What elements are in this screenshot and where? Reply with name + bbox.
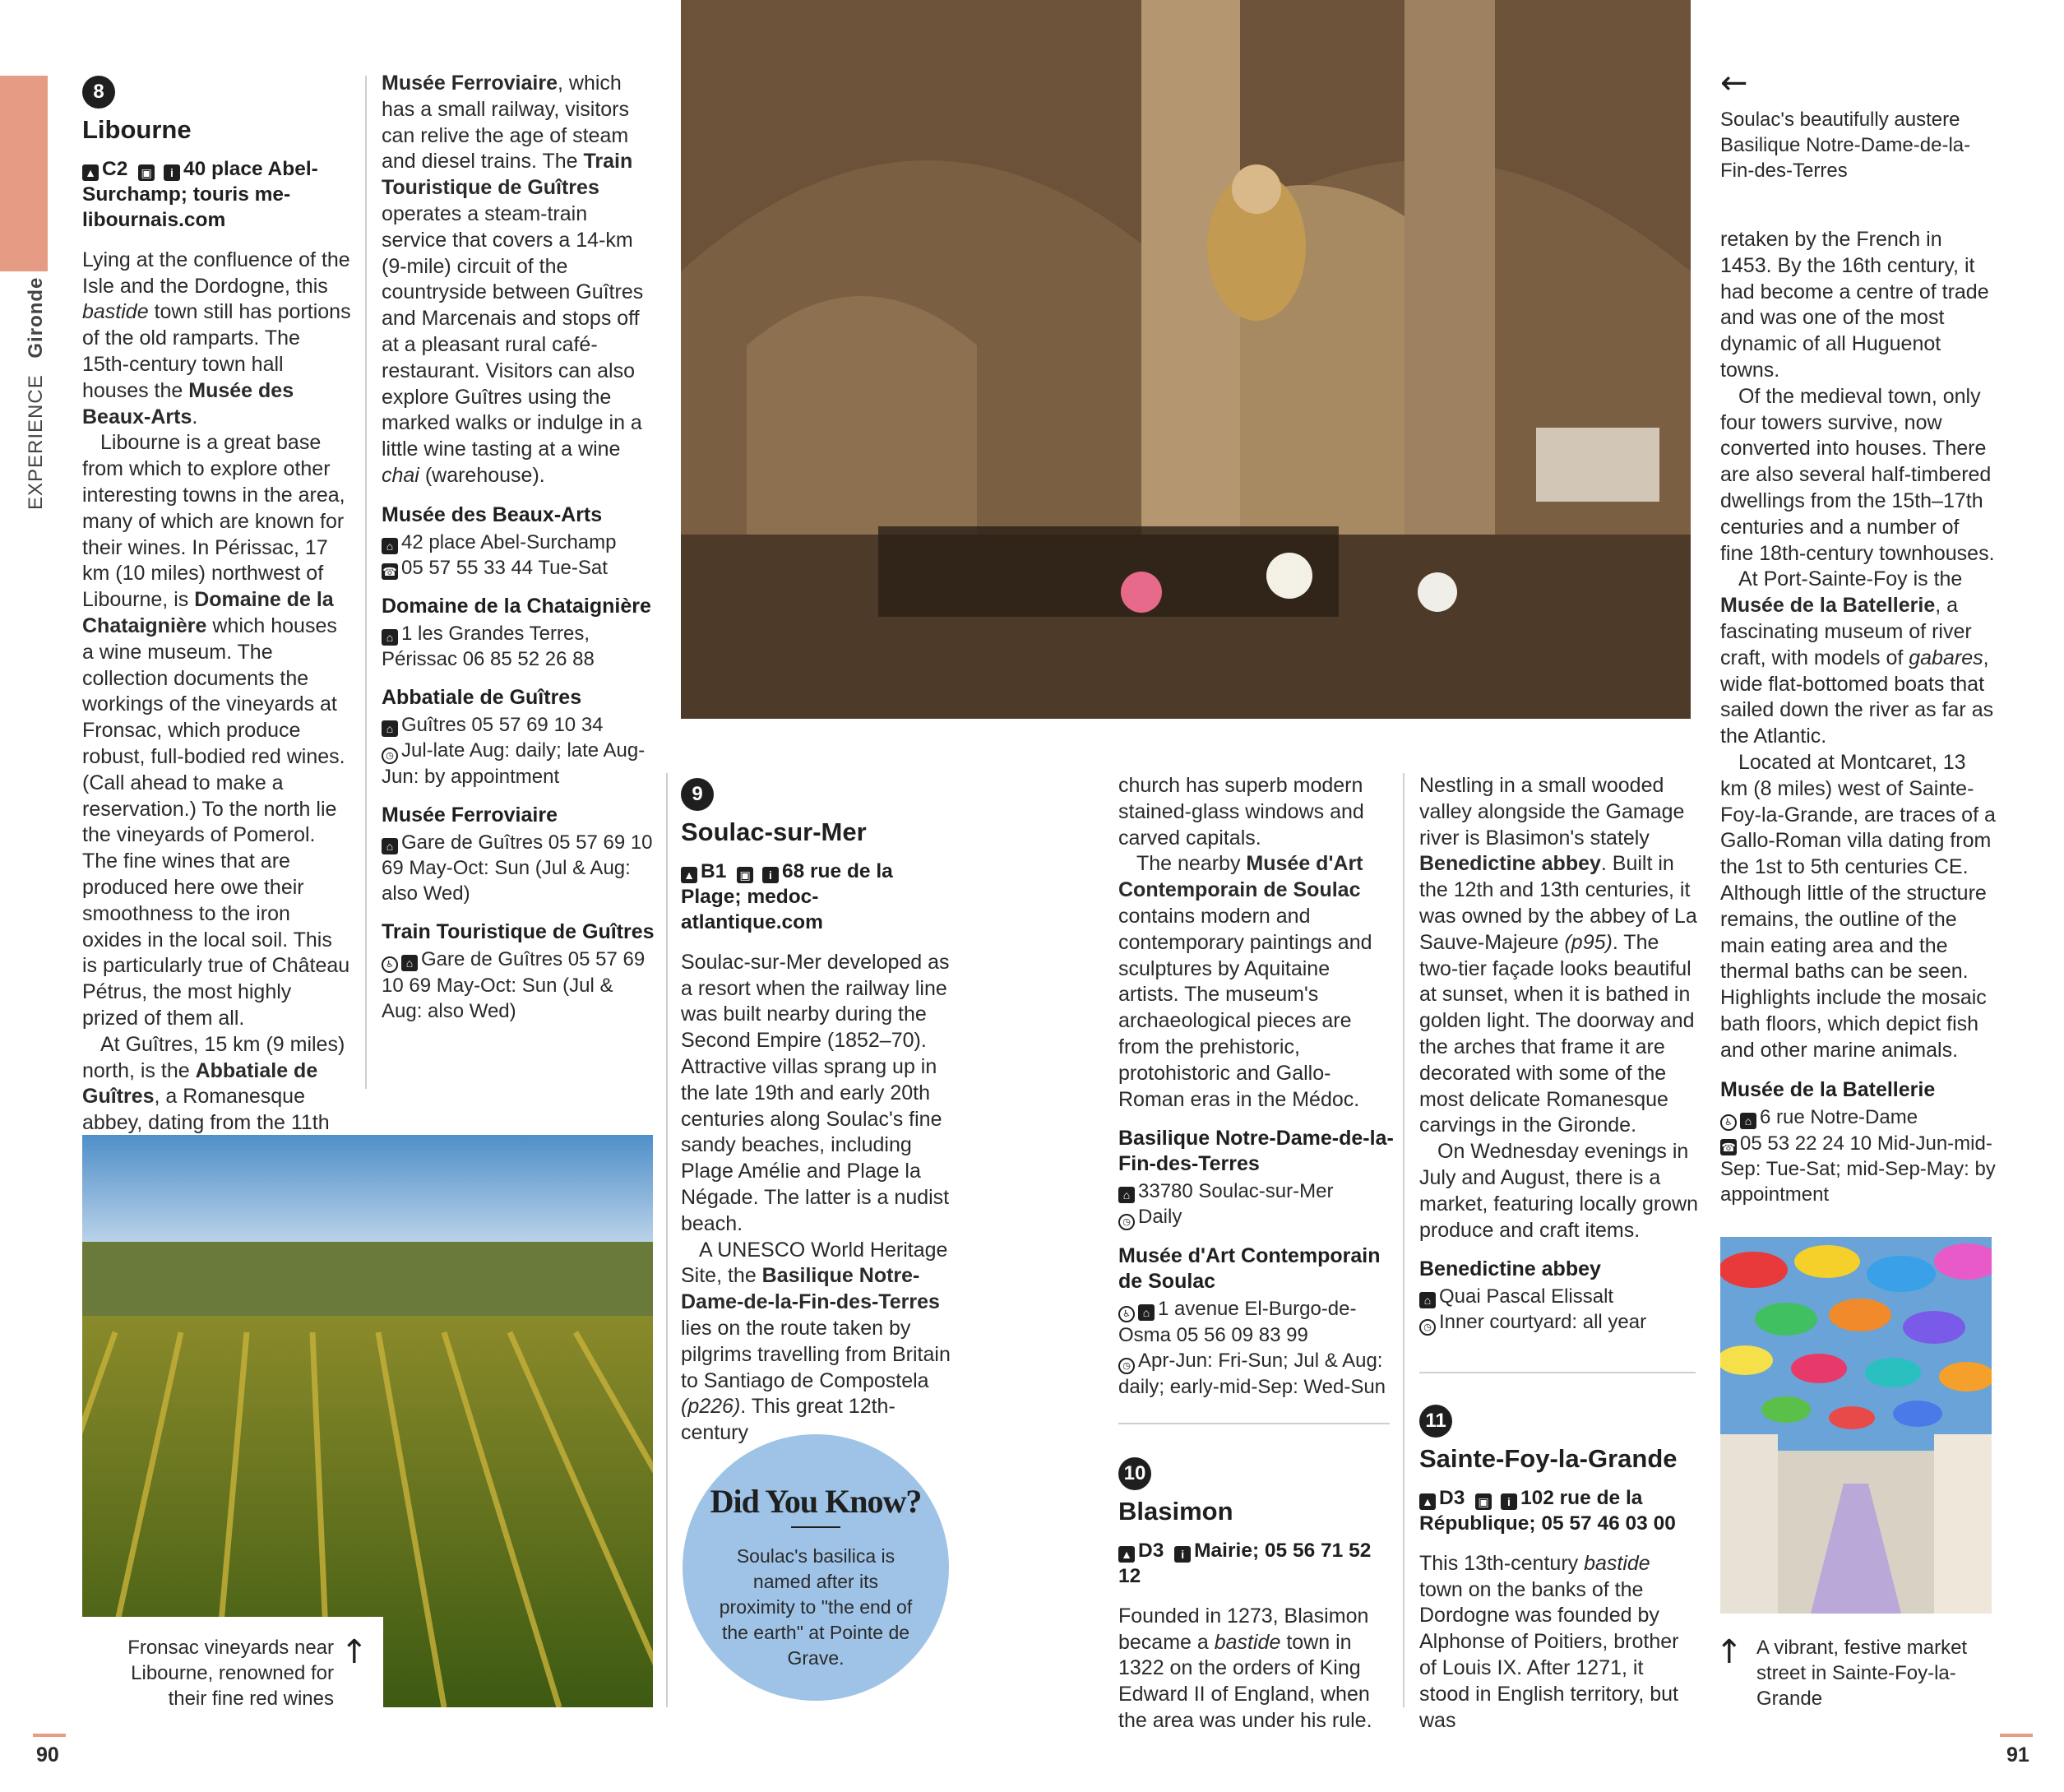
section-number-9: 9 xyxy=(681,778,714,811)
address-icon: ⌂ xyxy=(382,838,398,854)
listing-name: Abbatiale de Guîtres xyxy=(382,685,582,709)
church-photo xyxy=(681,0,1691,719)
blasimon-column-1 xyxy=(1118,1457,1395,1734)
section-divider xyxy=(1419,1372,1696,1373)
libourne-title: Libourne xyxy=(82,115,192,144)
saintefoy-col2-p1: retaken by the French in 1453. By the 16th century, it had become a centre of trade and was one of the most dynamic of all Huguenot towns. xyxy=(1720,228,1989,382)
soulac-title: Soulac-sur-Mer xyxy=(681,817,867,846)
listing-name: Domaine de la Chataignière xyxy=(382,594,651,618)
clock-icon: ◷ xyxy=(1118,1358,1135,1374)
listing-line: ⌂ Guîtres 05 57 69 10 34 xyxy=(382,712,655,738)
address-icon: ⌂ xyxy=(382,720,398,737)
address-icon: ⌂ xyxy=(1419,1292,1436,1308)
blasimon-col2-p1: Nestling in a small wooded valley alongside the Gamage river is Blasimon's stately Benedictine abbey. Built in the 12th and 13th centuries, it was owned by the abbey of La Sauve-Majeure (p95). The two-tier façade looks beautiful at sunset, when it is bathed in golden light. The doorway and the arches that frame it are decorated with some of the most delicate Romanesque carvings in the Gironde. xyxy=(1419,774,1697,1137)
listing-line: ☎ 05 53 22 24 10 Mid-Jun-mid-Sep: Tue-Sat; mid-Sep-May: by appointment xyxy=(1720,1132,1996,1206)
libourne-listings xyxy=(382,502,655,1024)
region-name: Gironde xyxy=(25,276,47,359)
blasimon-column-2 xyxy=(1419,773,1699,1336)
clock-icon: ◷ xyxy=(1419,1319,1436,1336)
libourne-p1: Lying at the confluence of the Isle and the Dordogne, this bastide town still has portions of the old ramparts. The 15th-century town hall houses the Musée des Beaux-Arts. xyxy=(82,248,351,428)
arrow-up-icon: ↑ xyxy=(340,1633,368,1671)
soulac-p1: Soulac-sur-Mer developed as a resort when the railway line was built nearby during the Second Empire (1852–70). Attractive villas sprang up in the late 19th and early 20th centuries along Soulac's fine sandy beaches, including Plage Amélie and Plage la Négade. The latter is a nudist beach. xyxy=(681,950,950,1235)
info-icon: i xyxy=(762,867,779,883)
listing-line: ◷ Daily xyxy=(1118,1204,1395,1230)
column-divider xyxy=(365,76,367,1089)
accessibility-icon: ♿ xyxy=(1720,1114,1737,1131)
libourne-p2: Libourne is a great base from which to explore other interesting towns in the area, many of which are known for their wines. In Périssac, 17 km (10 miles) northwest of Libourne, is Domaine de la Chataignière which houses a wine museum. The collection documents the workings of the vineyards at Fronsac, which produce robust, full-bodied red wines. (Call ahead to make a reservation.) To the north lie the vineyards of Pomerol. The fine wines that are produced here owe their smoothness to the iron oxides in the local soil. This is particularly true of Château Pétrus, the most highly prized of them all. xyxy=(82,431,350,1030)
phone-icon: ☎ xyxy=(382,564,397,578)
listing-line: ⌂ 42 place Abel-Surchamp xyxy=(382,530,655,555)
saintefoy-column-1 xyxy=(1419,1405,1699,1734)
vineyard-caption: Fronsac vineyards near Libourne, renowned for their fine red wines xyxy=(127,1637,334,1710)
train-bus-icon: ▣ xyxy=(138,164,155,181)
did-you-know-bubble xyxy=(683,1434,949,1701)
soulac-address: 68 rue de la Plage; medoc-atlantique.com xyxy=(681,859,893,933)
map-icon: ▲ xyxy=(681,867,697,883)
listing-line: ⌂ Gare de Guîtres 05 57 69 10 69 May-Oct: Sun (Jul & Aug: also Wed) xyxy=(382,831,653,905)
section-divider xyxy=(1118,1423,1390,1424)
blasimon-title: Blasimon xyxy=(1118,1497,1233,1526)
address-icon: ⌂ xyxy=(1118,1187,1135,1203)
saintefoy-listing xyxy=(1720,1077,1997,1207)
libourne-info: ▲ C2 ▣ i 40 place Abel-Surchamp; touris me-libournais.com xyxy=(82,157,318,231)
blasimon-listing xyxy=(1419,1257,1699,1336)
page-number-left: 90 xyxy=(36,1743,59,1767)
map-icon: ▲ xyxy=(82,164,99,181)
listing-line: ♿ ⌂ 6 rue Notre-Dame xyxy=(1720,1104,1997,1131)
listing-line: ⌂ 1 les Grandes Terres, Périssac 06 85 52 26 88 xyxy=(382,622,595,670)
column-divider xyxy=(1403,773,1405,1707)
address-icon: ⌂ xyxy=(382,629,398,646)
clock-icon: ◷ xyxy=(1118,1214,1135,1230)
blasimon-info: ▲ D3 i Mairie; 05 56 71 52 12 xyxy=(1118,1539,1372,1587)
libourne-column-2 xyxy=(382,71,655,1024)
section-label xyxy=(25,277,48,510)
section-tab xyxy=(0,76,48,271)
listing-name: Train Touristique de Guîtres xyxy=(382,919,655,943)
umbrella-street-photo xyxy=(1720,1237,1992,1614)
address-icon: ⌂ xyxy=(382,538,398,554)
soulac-col2-p2: The nearby Musée d'Art Contemporain de Soulac contains modern and contemporary paintings and sculptures by Aquitaine artists. The museum's archaeological pieces are from the prehistoric, protohistoric and Gallo-Roman eras in the Médoc. xyxy=(1118,852,1372,1111)
clock-icon: ◷ xyxy=(382,748,398,764)
listing-line: ♿ ⌂ Gare de Guîtres 05 57 69 10 69 May-Oct: Sun (Jul & Aug: also Wed) xyxy=(382,947,646,1022)
listing-name: Benedictine abbey xyxy=(1419,1257,1601,1281)
column-divider xyxy=(666,773,668,1707)
accessibility-icon: ♿ xyxy=(1118,1306,1135,1322)
address-icon: ⌂ xyxy=(1138,1304,1155,1321)
address-icon: ⌂ xyxy=(1740,1113,1756,1129)
address-icon: ⌂ xyxy=(401,955,418,971)
saintefoy-col2-p4: Located at Montcaret, 13 km (8 miles) west of Sainte-Foy-la-Grande, are traces of a Gallo-Roman villa dating from the 1st to 5th centuries CE. Although little of the structure remains, the outline of the main eating area and the thermal baths can be seen. Highlights include the mosaic bath floors, which depict fish and other marine animals. xyxy=(1720,750,1996,1062)
soulac-column-1 xyxy=(681,778,957,1447)
soulac-p2: A UNESCO World Heritage Site, the Basilique Notre-Dame-de-la-Fin-des-Terres lies on the route taken by pilgrims travelling from Britain to Santiago de Compostela (p226). This great 12th-century xyxy=(681,1238,951,1445)
church-caption: Soulac's beautifully austere Basilique Notre-Dame-de-la-Fin-des-Terres xyxy=(1720,109,1971,182)
phone-icon: ☎ xyxy=(1721,1140,1736,1154)
listing-line: ◷ Inner courtyard: all year xyxy=(1419,1309,1699,1336)
train-bus-icon: ▣ xyxy=(1475,1493,1492,1510)
section-name: EXPERIENCE xyxy=(25,374,47,510)
train-bus-icon: ▣ xyxy=(737,867,753,883)
listing-line: ◷ Apr-Jun: Fri-Sun; Jul & Aug: daily; early-mid-Sep: Wed-Sun xyxy=(1118,1350,1386,1399)
libourne-column-1 xyxy=(82,76,352,1163)
arrow-up-icon: ↑ xyxy=(1715,1633,1743,1671)
listing-line: ☎ 05 57 55 33 44 Tue-Sat xyxy=(382,556,608,579)
listing-line: ♿ ⌂ 1 avenue El-Burgo-de-Osma 05 56 09 83 99 xyxy=(1118,1298,1357,1347)
info-icon: i xyxy=(1174,1546,1191,1563)
saintefoy-title: Sainte-Foy-la-Grande xyxy=(1419,1444,1678,1473)
soulac-info: ▲ B1 ▣ i 68 rue de la Plage; medoc-atlantique.com xyxy=(681,859,893,933)
page-number-bar-right xyxy=(2000,1734,2033,1737)
page-number-bar-left xyxy=(33,1734,66,1737)
info-icon: i xyxy=(1501,1493,1517,1510)
listing-name: Basilique Notre-Dame-de-la-Fin-des-Terres xyxy=(1118,1127,1394,1176)
soulac-col2-p1: church has superb modern stained-glass windows and carved capitals. xyxy=(1118,774,1364,850)
libourne-address: 40 place Abel-Surchamp; touris me-libournais.com xyxy=(82,157,318,231)
blasimon-p1: Founded in 1273, Blasimon became a bastide town in 1322 on the orders of King Edward II of England, when the area was under his rule. xyxy=(1118,1604,1372,1732)
arrow-left-icon: ← xyxy=(1720,64,1748,102)
section-number-8: 8 xyxy=(82,76,115,109)
soulac-column-2 xyxy=(1118,773,1395,1400)
umbrella-caption: A vibrant, festive market street in Sainte-Foy-la-Grande xyxy=(1756,1637,1968,1710)
blasimon-col2-p2: On Wednesday evenings in July and August, there is a market, featuring locally grown produce and craft items. xyxy=(1419,1140,1699,1242)
section-number-11: 11 xyxy=(1419,1405,1452,1438)
listing-name: Musée d'Art Contemporain de Soulac xyxy=(1118,1244,1381,1294)
map-icon: ▲ xyxy=(1118,1546,1135,1563)
did-you-know-rule xyxy=(791,1526,840,1528)
did-you-know-title: Did You Know? xyxy=(710,1483,922,1520)
map-icon: ▲ xyxy=(1419,1493,1436,1510)
did-you-know-text: Soulac's basilica is named after its proximity to "the end of the earth" at Pointe de Grave. xyxy=(719,1545,913,1669)
saintefoy-info: ▲ D3 ▣ i 102 rue de la République; 05 57 46 03 00 xyxy=(1419,1486,1676,1535)
libourne-p3: At Guîtres, 15 km (9 miles) north, is the Abbatiale de Guîtres, a Romanesque abbey, dating from the 11th xyxy=(82,1032,345,1135)
saintefoy-col2-p2: Of the medieval town, only four towers survive, now converted into houses. There are also several half-timbered dwellings from the 15th–17th centuries and a number of fine 18th-century townhouses. xyxy=(1720,384,1995,565)
listing-line: ⌂ Quai Pascal Elissalt xyxy=(1419,1284,1699,1309)
section-number-10: 10 xyxy=(1118,1457,1151,1490)
listing-line: ◷ Jul-late Aug: daily; late Aug-Jun: by appointment xyxy=(382,739,646,788)
libourne-col2-text: Musée Ferroviaire, which has a small railway, visitors can relive the age of steam and diesel trains. The Train Touristique de Guîtres operates a steam-train service that covers a 14-km (9-mile) circuit of the countryside between Guîtres and Marcenais and stops off at a pleasant rural café-restaurant. Visitors can also explore Guîtres using the marked walks or indulge in a little wine tasting at a wine chai (warehouse). xyxy=(382,72,644,487)
saintefoy-column-2 xyxy=(1720,227,1997,1207)
blasimon-address: Mairie; 05 56 71 52 12 xyxy=(1118,1539,1372,1587)
accessibility-icon: ♿ xyxy=(382,956,398,973)
soulac-listings xyxy=(1118,1126,1395,1400)
listing-name: Musée Ferroviaire xyxy=(382,803,558,827)
info-icon: i xyxy=(164,164,180,181)
saintefoy-address: 102 rue de la République; 05 57 46 03 00 xyxy=(1419,1486,1676,1535)
listing-name: Musée de la Batellerie xyxy=(1720,1077,1936,1101)
saintefoy-p1: This 13th-century bastide town on the banks of the Dordogne was founded by Alphonse of Poitiers, brother of Louis IX. After 1271, it stood in English territory, but was xyxy=(1419,1551,1679,1732)
listing-line: ⌂ 33780 Soulac-sur-Mer xyxy=(1118,1178,1395,1204)
page-number-right: 91 xyxy=(2006,1743,2029,1767)
saintefoy-col2-p3: At Port-Sainte-Foy is the Musée de la Batellerie, a fascinating museum of river craft, with models of gabares, wide flat-bottomed boats that sailed down the river as far as the Atlantic. xyxy=(1720,567,1994,748)
listing-name: Musée des Beaux-Arts xyxy=(382,502,603,526)
